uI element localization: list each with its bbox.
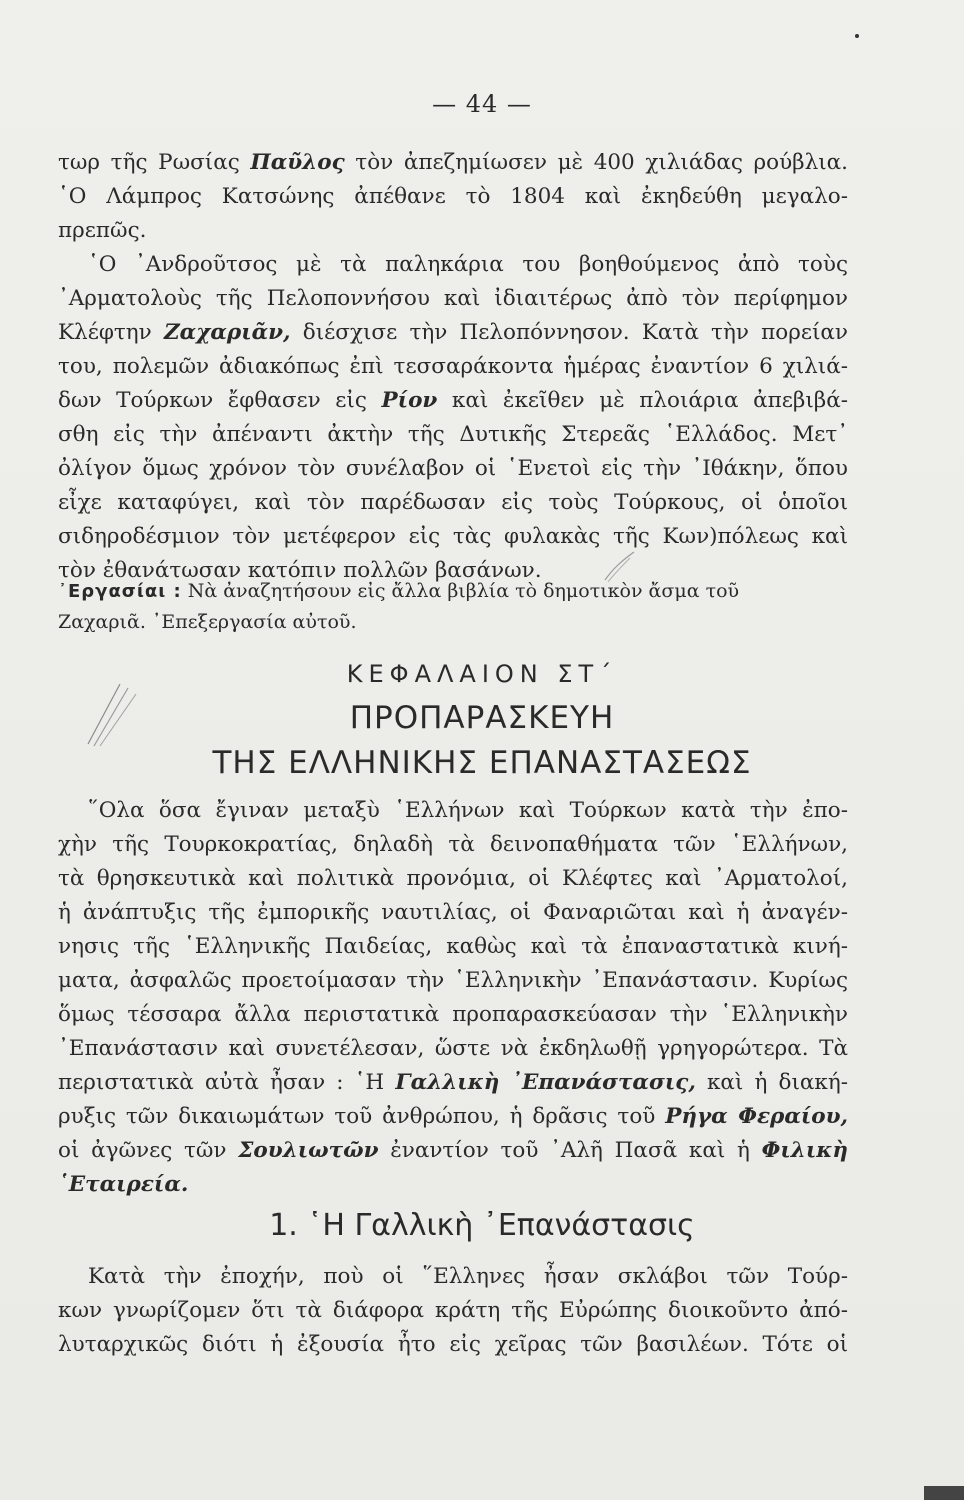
line-text: ἐναντίον τοῦ ᾿Αλῆ Πασᾶ καὶ ἡ (378, 1138, 762, 1163)
exercises-line-1 (58, 576, 848, 607)
exercises-label: ᾿Εργασίαι : (58, 581, 182, 602)
chapter-label: ΚΕΦΑΛΑΙΟΝ ΣΤ΄ (346, 660, 618, 688)
text-line (58, 896, 848, 930)
line-text: Κλέφτην (58, 320, 164, 345)
pencil-mark-icon (600, 548, 640, 588)
text-line (58, 146, 848, 180)
page-number: — 44 — (432, 90, 532, 118)
line-text: ᾿Αρματολοὺς τῆς Πελοποννήσου καὶ ἰδιαιτέρως ἀπὸ τὸν περίφημον (58, 286, 848, 311)
line-text: δων Τούρκων ἔφθασεν εἰς (58, 388, 382, 413)
text-line (58, 316, 848, 350)
line-text: ὀλίγον ὅμως χρόνον τὸν συνέλαβον οἱ ῾Ενετοὶ εἰς τὴν ᾿Ιθάκην, ὅπου (58, 456, 848, 481)
text-line (58, 1168, 848, 1202)
text-line (58, 1100, 848, 1134)
paragraph-block-2 (58, 794, 848, 1202)
text-line (58, 1260, 848, 1294)
text-line (58, 418, 848, 452)
text-line (58, 486, 848, 520)
text-line (58, 1294, 848, 1328)
line-text: διέσχισε τὴν Πελοπόννησον. Κατὰ τὴν πορείαν (290, 320, 849, 345)
text-line (58, 1066, 848, 1100)
text-line (58, 862, 848, 896)
line-text: χὴν τῆς Τουρκοκρατίας, δηλαδὴ τὰ δεινοπαθήματα τῶν ῾Ελλήνων, (58, 832, 848, 857)
line-text: Κατὰ τὴν ἐποχήν, ποὺ οἱ ῞Ελληνες ἦσαν σκλάβοι τῶν Τούρ- (88, 1264, 848, 1289)
line-text: οἱ ἀγῶνες τῶν (58, 1138, 239, 1163)
paragraph-block-3 (58, 1260, 848, 1362)
line-text: ῾Ο Λάμπρος Κατσώνης ἀπέθανε τὸ 1804 καὶ ἐκηδεύθη μεγαλο- (58, 184, 848, 209)
line-text: νησις τῆς ῾Ελληνικῆς Παιδείας, καθὼς καὶ τὰ ἐπαναστατικὰ κινή- (58, 934, 848, 959)
emphasis-text: Φιλικὴ (761, 1138, 848, 1163)
paragraph-block-1 (58, 146, 848, 588)
line-text: κων γνωρίζομεν ὅτι τὰ διάφορα κράτη τῆς Εὐρώπης διοικοῦντο ἀπό- (58, 1298, 848, 1323)
line-text: σιδηροδέσμιον τὸν μετέφερον εἰς τὰς φυλακὰς τῆς Κων)πόλεως καὶ (58, 524, 848, 549)
line-text: λυταρχικῶς διότι ἡ ἐξουσία ἦτο εἰς χεῖρας τῶν βασιλέων. Τότε οἱ (58, 1332, 848, 1357)
line-text: του, πολεμῶν ἀδιακόπως ἐπὶ τεσσαράκοντα ἡμέρας ἐναντίον 6 χιλιά- (58, 354, 848, 379)
line-text: τὰ θρησκευτικὰ καὶ πολιτικὰ προνόμια, οἱ Κλέφτες καὶ ᾿Αρματολοί, (58, 866, 848, 891)
emphasis-text: Γαλλικὴ ᾿Επανάστασις, (395, 1070, 696, 1095)
line-text: ὅμως τέσσαρα ἄλλα περιστατικὰ προπαρασκεύασαν τὴν ῾Ελληνικὴν (58, 1002, 848, 1027)
emphasis-text: Παῦλος (250, 150, 345, 175)
text-line (58, 1328, 848, 1362)
text-line (58, 214, 848, 248)
line-text: ᾿Επανάστασιν καὶ συνετέλεσαν, ὥστε νὰ ἐκδηλωθῇ γρηγορώτερα. Τὰ (58, 1036, 848, 1061)
chapter-title-line-1: ΠΡΟΠΑΡΑΣΚΕΥΗ (349, 700, 615, 736)
text-line (58, 520, 848, 554)
line-text: τὸν ἀπεζημίωσεν μὲ 400 χιλιάδας ρούβλια. (344, 150, 848, 175)
text-line (58, 282, 848, 316)
line-text: σθη εἰς τὴν ἀπέναντι ἀκτὴν τῆς Δυτικῆς Στερεᾶς ῾Ελλάδος. Μετ᾿ (58, 422, 848, 447)
text-line (58, 248, 848, 282)
line-text: καὶ ἡ διακή- (695, 1070, 848, 1095)
text-line (58, 452, 848, 486)
line-text: ματα, ἀσφαλῶς προετοίμασαν τὴν ῾Ελληνικὴν ᾿Επανάστασιν. Κυρίως (58, 968, 848, 993)
line-text: ῞Ολα ὅσα ἔγιναν μεταξὺ ῾Ελλήνων καὶ Τούρκων κατὰ τὴν ἐπο- (88, 798, 848, 823)
text-line (58, 794, 848, 828)
line-text: ρυξις τῶν δικαιωμάτων τοῦ ἀνθρώπου, ἡ δρᾶσις τοῦ (58, 1104, 666, 1129)
text-line (58, 998, 848, 1032)
text-line (58, 1134, 848, 1168)
line-text: εἶχε καταφύγει, καὶ τὸν παρέδωσαν εἰς τοὺς Τούρκους, οἱ ὁποῖοι (58, 490, 848, 515)
exercises-line-2: Ζαχαριᾶ. ᾿Επεξεργασία αὐτοῦ. (58, 611, 357, 633)
line-text: τωρ τῆς Ρωσίας (58, 150, 251, 175)
emphasis-text: Σουλιωτῶν (238, 1138, 379, 1163)
text-line (58, 384, 848, 418)
scan-edge (924, 1486, 964, 1500)
emphasis-text: ῾Εταιρεία. (58, 1172, 189, 1197)
exercises-note (58, 576, 848, 637)
text-line (58, 930, 848, 964)
exercises-text: Νὰ ἀναζητήσουν εἰς ἄλλα βιβλία τὸ δημοτικὸν ἄσμα τοῦ (181, 580, 740, 602)
emphasis-text: Ζαχαριᾶν, (163, 320, 291, 345)
line-text: πρεπῶς. (58, 218, 147, 243)
line-text: ῾Ο ᾿Ανδροῦτσος μὲ τὰ παληκάρια του βοηθούμενος ἀπὸ τοὺς (88, 252, 848, 277)
ink-speck (855, 34, 859, 38)
line-text: τὸν ἐθανάτωσαν κατόπιν πολλῶν βασάνων. (58, 558, 542, 583)
text-line (58, 1032, 848, 1066)
chapter-title-line-2: ΤΗΣ ΕΛΛΗΝΙΚΗΣ ΕΠΑΝΑΣΤΑΣΕΩΣ (212, 745, 752, 781)
text-line (58, 350, 848, 384)
text-line (58, 180, 848, 214)
emphasis-text: Ρήγα Φεραίου, (665, 1104, 849, 1129)
emphasis-text: Ρίον (381, 388, 438, 413)
section-heading: 1. ῾Η Γαλλικὴ ᾿Επανάστασις (269, 1208, 695, 1243)
line-text: ἡ ἀνάπτυξις τῆς ἐμπορικῆς ναυτιλίας, οἱ Φαναριῶται καὶ ἡ ἀναγέν- (58, 900, 848, 925)
line-text: καὶ ἐκεῖθεν μὲ πλοιάρια ἀπεβιβά- (437, 388, 848, 413)
text-line (58, 828, 848, 862)
line-text: περιστατικὰ αὐτὰ ἦσαν : ῾Η (58, 1070, 396, 1095)
text-line (58, 964, 848, 998)
